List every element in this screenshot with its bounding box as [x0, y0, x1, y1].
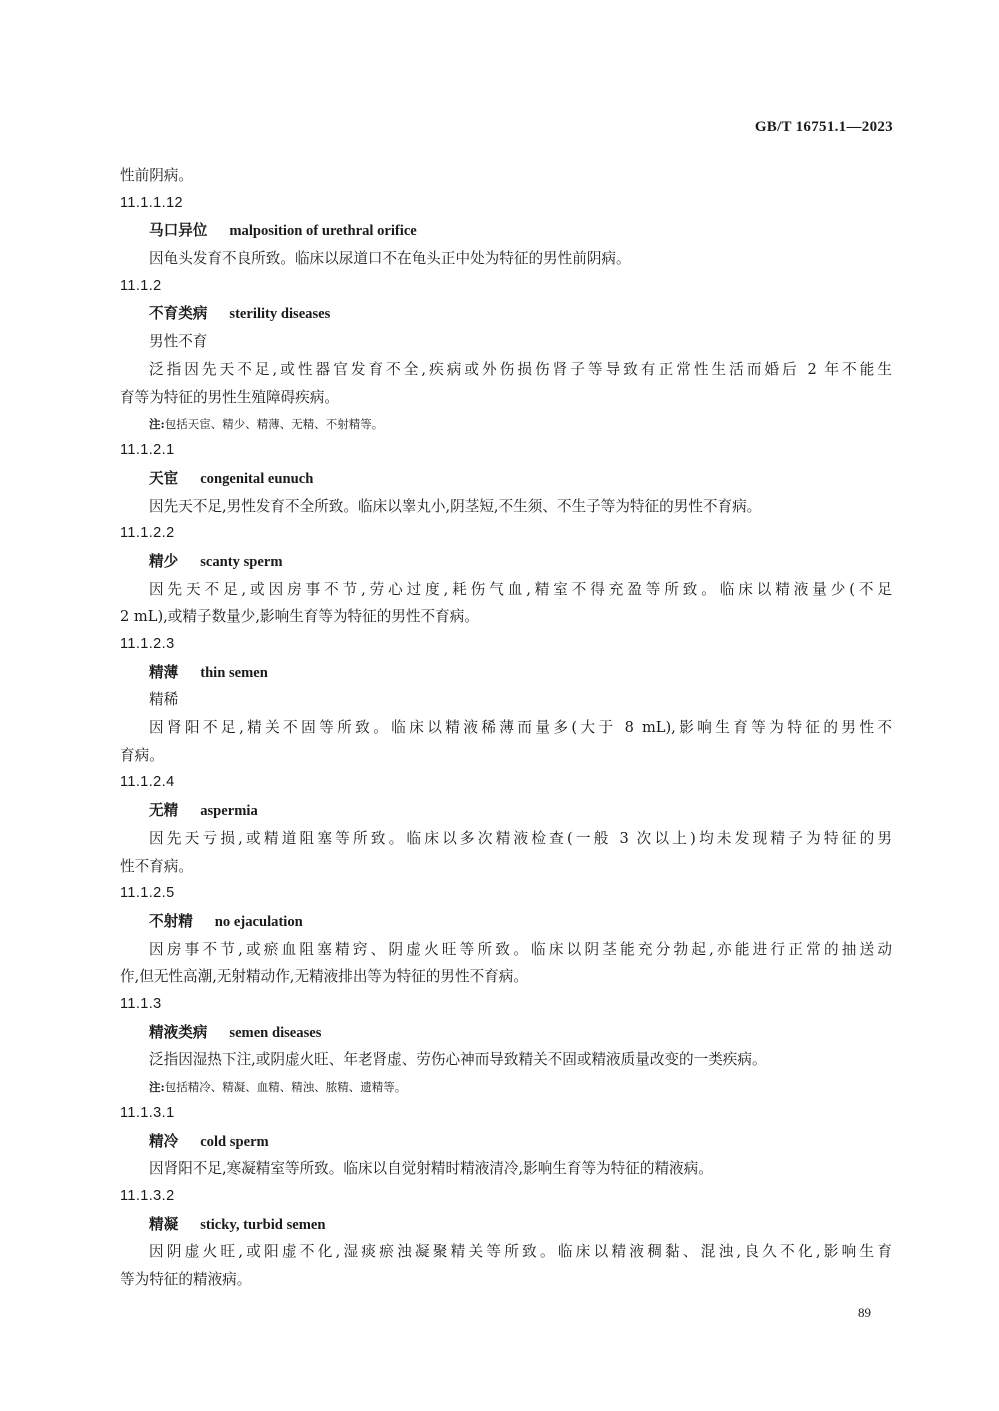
note-text: 包括精冷、精凝、血精、精浊、脓精、遗精等。: [164, 1080, 407, 1094]
term-cn: 精少: [149, 552, 179, 570]
document-body: [120, 162, 892, 1294]
entry-number: 11.1.2.3: [120, 636, 175, 652]
note-label: 注:: [149, 1080, 165, 1094]
definition-continuation: 2 mL),或精子数量少,影响生育等为特征的男性不育病。: [120, 608, 479, 626]
term-en: aspermia: [200, 803, 258, 820]
definition-continuation: 育等为特征的男性生殖障碍疾病。: [120, 388, 339, 406]
note-text: 包括天宦、精少、精薄、无精、不射精等。: [164, 417, 384, 432]
term-heading: [120, 1128, 892, 1156]
entry-number: 11.1.3.2: [120, 1188, 175, 1205]
definition: 泛指因先天不足,或性器官发育不全,疾病或外伤损伤肾子等导致有正常性生活而婚后 2 年不能生: [149, 360, 892, 378]
definition: 因房事不节,或瘀血阻塞精窍、阴虚火旺等所致。临床以阴茎能充分勃起,亦能进行正常的抽送动: [149, 940, 892, 958]
term-en: malposition of urethral orifice: [229, 223, 417, 240]
entry-number: 11.1.2.4: [120, 774, 175, 791]
term-cn: 不射精: [149, 912, 193, 930]
term-en: sticky, turbid semen: [200, 1216, 326, 1233]
entry-number: 11.1.2.2: [120, 525, 175, 542]
definition: 因先天亏损,或精道阻塞等所致。临床以多次精液检查(一般 3 次以上)均未发现精子为特征的男: [149, 829, 892, 847]
term-cn: 精凝: [149, 1215, 179, 1233]
term-cn: 马口异位: [149, 222, 208, 240]
term-cn: 无精: [149, 802, 179, 820]
term-en: cold sperm: [200, 1133, 269, 1150]
note: [120, 1074, 892, 1100]
note-label: 注:: [149, 417, 165, 432]
term-heading: [120, 908, 892, 936]
entry-number: 11.1.2.5: [120, 885, 175, 902]
term-heading: [120, 659, 892, 687]
term-cn: 不育类病: [149, 305, 208, 323]
term-cn: 天宦: [149, 469, 179, 487]
term-heading: [120, 797, 892, 825]
entry-number: 11.1.2: [120, 277, 162, 294]
term-en: sterility diseases: [229, 306, 331, 323]
definition-continuation: 等为特征的精液病。: [120, 1271, 252, 1289]
term-cn: 精薄: [149, 663, 179, 681]
term-heading: [120, 300, 892, 328]
page-number: 89: [858, 1305, 871, 1320]
entry-number: 11.1.2.1: [120, 442, 175, 459]
definition: 因肾阳不足,寒凝精室等所致。临床以自觉射精时精液清冷,影响生育等为特征的精液病。: [149, 1160, 713, 1178]
continuation-text: 性前阴病。: [120, 167, 193, 184]
definition: 因阴虚火旺,或阳虚不化,湿痰瘀浊凝聚精关等所致。临床以精液稠黏、混浊,良久不化,影响生育: [149, 1243, 892, 1261]
term-en: congenital eunuch: [200, 470, 314, 487]
term-cn: 精冷: [149, 1132, 179, 1150]
definition-continuation: 育病。: [120, 746, 164, 764]
definition: 因肾阳不足,精关不固等所致。临床以精液稀薄而量多(大于 8 mL),影响生育等为特征的男性不: [149, 719, 892, 737]
term-en: no ejaculation: [214, 913, 303, 930]
term-cn: 精液类病: [149, 1023, 208, 1041]
term-heading: [120, 548, 892, 576]
term-heading: [120, 217, 892, 245]
definition: 因先天不足,或因房事不节,劳心过度,耗伤气血,精室不得充盈等所致。临床以精液量少(不足: [149, 580, 892, 598]
entry-number: 11.1.1.12: [120, 194, 183, 211]
term-en: thin semen: [200, 664, 268, 681]
term-heading: [120, 465, 892, 493]
term-en: semen diseases: [229, 1024, 322, 1041]
standard-code: GB/T 16751.1—2023: [754, 119, 893, 135]
term-heading: [120, 1211, 892, 1239]
synonym: 精稀: [149, 691, 179, 709]
term-heading: [120, 1019, 892, 1047]
definition-continuation: 性不育病。: [120, 857, 193, 875]
note: [120, 411, 892, 437]
term-en: scanty sperm: [200, 553, 283, 570]
definition-continuation: 作,但无性高潮,无射精动作,无精液排出等为特征的男性不育病。: [120, 968, 528, 986]
entry-number: 11.1.3: [120, 995, 162, 1012]
synonym: 男性不育: [149, 333, 208, 351]
entry-number: 11.1.3.1: [120, 1105, 175, 1121]
definition: 泛指因湿热下注,或阴虚火旺、年老肾虚、劳伤心神而导致精关不固或精液质量改变的一类疾病。: [149, 1051, 767, 1069]
definition: 因龟头发育不良所致。临床以尿道口不在龟头正中处为特征的男性前阴病。: [149, 250, 631, 268]
definition: 因先天不足,男性发育不全所致。临床以睾丸小,阴茎短,不生须、不生子等为特征的男性不育病。: [149, 497, 762, 515]
